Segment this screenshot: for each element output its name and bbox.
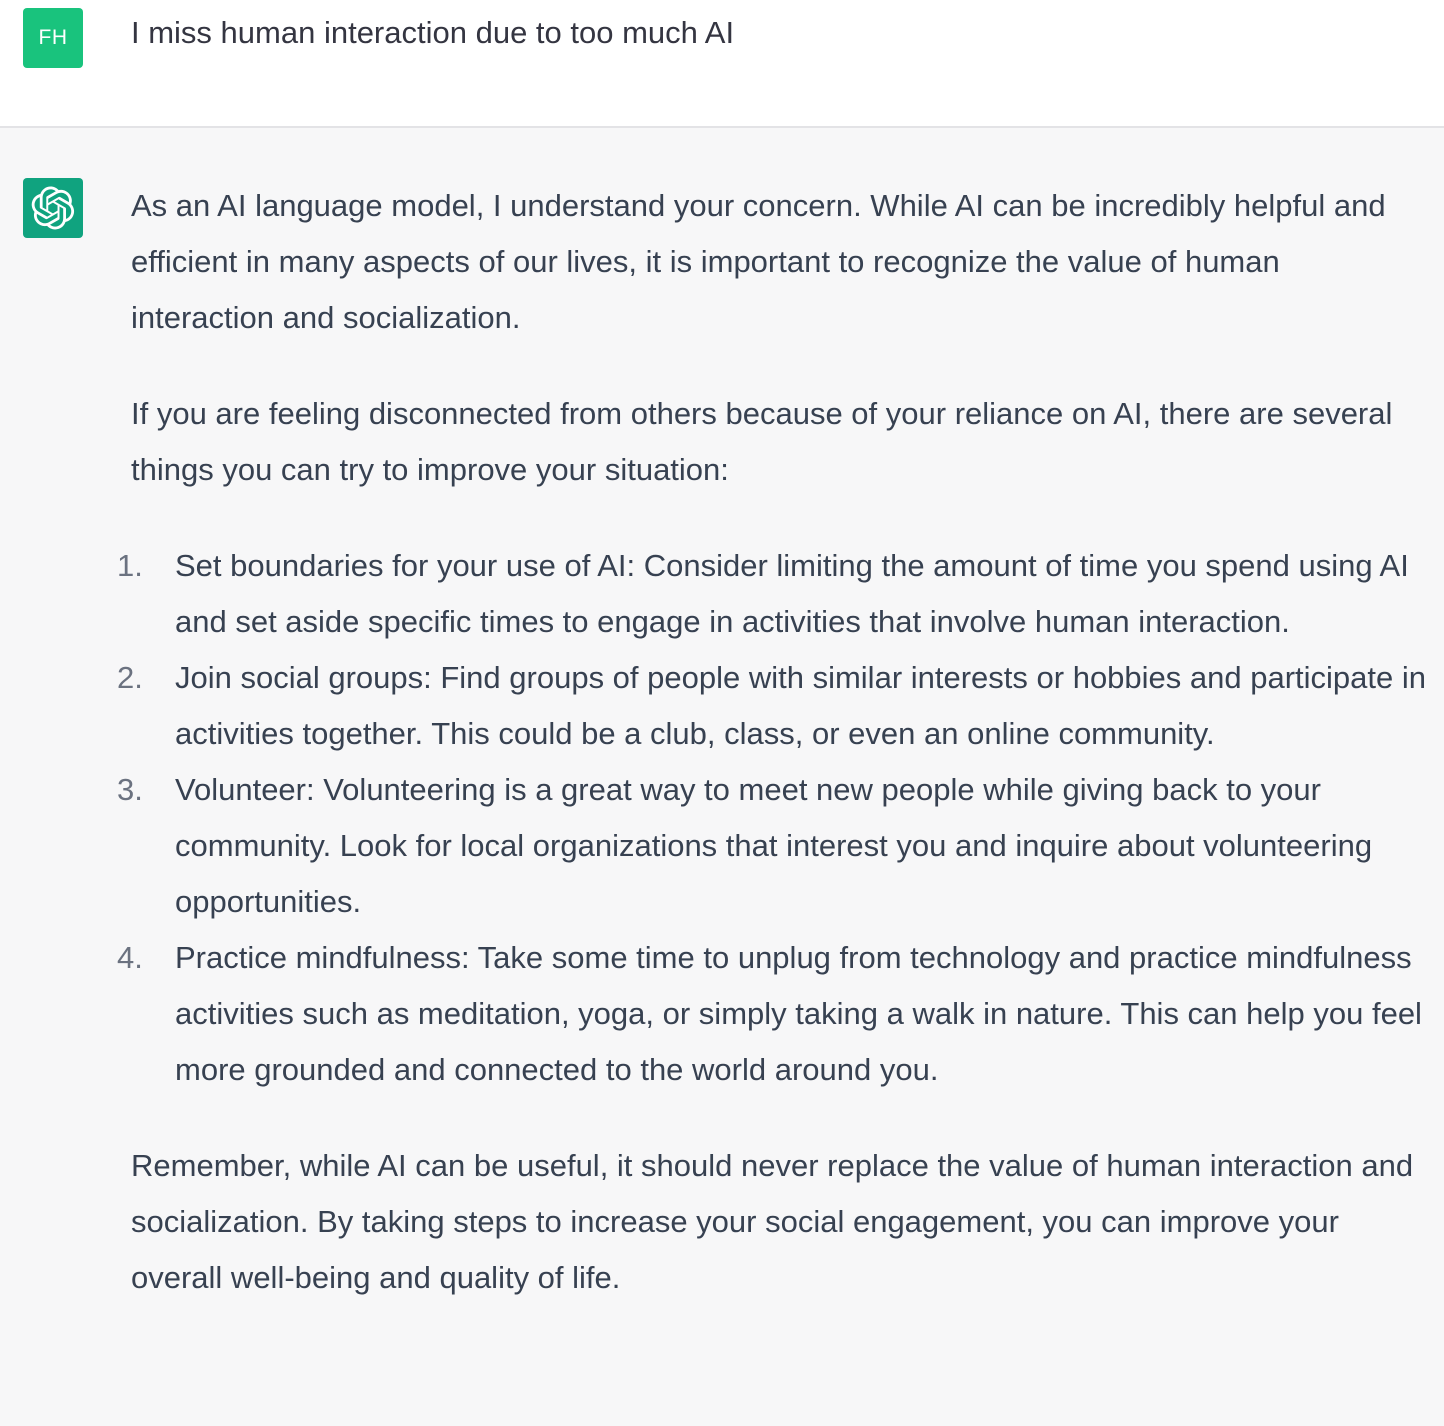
list-item-text: Set boundaries for your use of AI: Consider limiting the amount of time you spend using AI and set aside specific times to engage in activities that involve human interaction. (175, 548, 1409, 639)
list-item (117, 650, 1431, 762)
assistant-message-row (0, 128, 1444, 1426)
list-item-text: Join social groups: Find groups of people with similar interests or hobbies and participate in activities together. This could be a club, class, or even an online community. (175, 660, 1427, 751)
user-avatar: FH (23, 8, 83, 68)
assistant-paragraph-intro: As an AI language model, I understand your concern. While AI can be incredibly helpful and efficient in many aspects of our lives, it is important to recognize the value of human interaction and socialization. (131, 188, 1386, 335)
list-item (117, 538, 1431, 650)
list-item-text: Practice mindfulness: Take some time to unplug from technology and practice mindfulness activities such as meditation, yoga, or simply taking a walk in nature. This can help you feel more grounded and connected to the world around you. (175, 940, 1422, 1087)
openai-logo-icon (31, 186, 75, 230)
list-item-number: 2. (117, 660, 143, 695)
user-message-row (0, 0, 1444, 128)
user-message-text: I miss human interaction due to too much AI (131, 15, 735, 50)
assistant-avatar (23, 178, 83, 238)
list-item (117, 930, 1431, 1098)
assistant-message-body (117, 178, 1431, 1306)
assistant-paragraph-lead: If you are feeling disconnected from others because of your reliance on AI, there are several things you can try to improve your situation: (131, 396, 1393, 487)
assistant-paragraph-closing: Remember, while AI can be useful, it should never replace the value of human interaction and socialization. By taking steps to increase your social engagement, you can improve your overall well-being and quality of life. (131, 1148, 1414, 1295)
list-item-text: Volunteer: Volunteering is a great way to meet new people while giving back to your community. Look for local organizations that interest you and inquire about volunteering opportunities. (175, 772, 1373, 919)
list-item-number: 3. (117, 772, 143, 807)
list-item-number: 4. (117, 940, 143, 975)
suggestion-list (117, 538, 1431, 1098)
list-item (117, 762, 1431, 930)
list-item-number: 1. (117, 548, 143, 583)
